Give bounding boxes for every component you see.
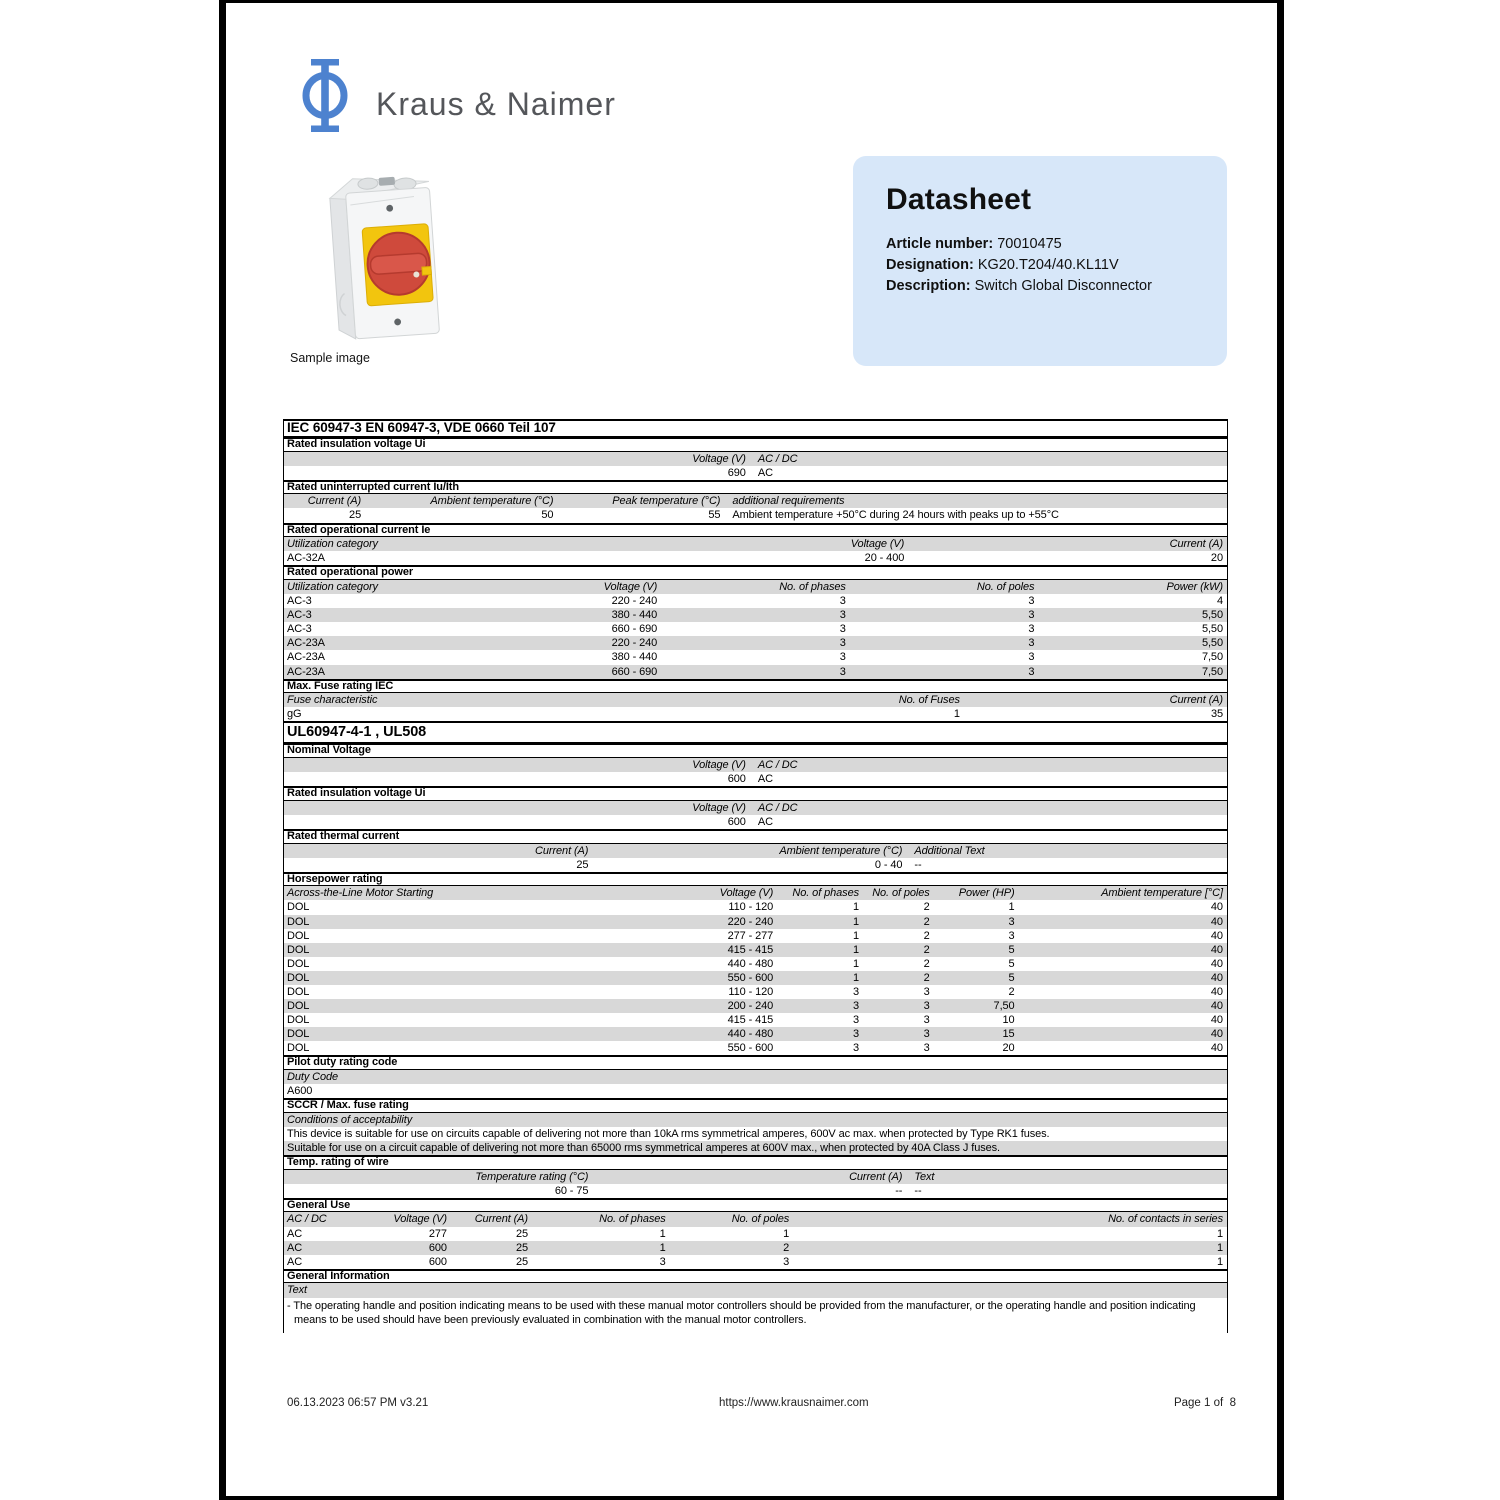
description-field [886,276,1207,297]
table-cell: 40 [1210,943,1223,956]
table-cell: Temperature rating (°C) [475,1170,589,1183]
table-cell: Power (HP) [958,887,1015,900]
table-cell: 60 - 75 [554,1184,589,1197]
table-cell: 20 - 400 [864,552,905,565]
section-header-row: IEC 60947-3 EN 60947-3, VDE 0660 Teil 107 [284,419,1227,437]
table-cell: 380 - 440 [611,651,658,664]
table-cell: 3 [852,1000,859,1013]
table-cell: DOL [287,1028,310,1041]
table-cell: 2 [923,901,930,914]
table-row [284,608,1227,622]
table-cell: 2 [923,971,930,984]
table-cell: 1 [1008,901,1015,914]
table-cell: Power (kW) [1166,580,1223,593]
table-row: Duty Code [284,1070,1227,1084]
table-row: This device is suitable for use on circuits capable of delivering not more than 10kA rms symmetrical amperes, 600V ac max. when protected by Type RK1 fuses. [287,1127,1050,1140]
table-cell: DOL [287,971,310,984]
table-cell: 3 [1028,609,1035,622]
table-cell: 5 [1008,971,1015,984]
table-cell: AC-3 [287,595,312,608]
table-cell: 3 [852,1028,859,1041]
table-cell: 1 [1216,1241,1223,1254]
table-cell: 2 [923,943,930,956]
table-cell: 110 - 120 [728,901,774,914]
table-cell: Utilization category [287,538,378,551]
table-cell: AC [757,815,773,828]
table-cell: 600 [727,815,746,828]
table-cell: 660 - 690 [611,623,658,636]
table-cell: Voltage (V) [692,758,746,771]
table-cell: 20 [1002,1042,1015,1055]
table-cell: 3 [1028,623,1035,636]
table-cell: 1 [852,957,859,970]
table-row [284,1255,1227,1269]
table-cell: 3 [839,637,846,650]
table-cell: 40 [1210,1042,1223,1055]
table-cell: 110 - 120 [728,985,774,998]
table-cell: Current (A) [307,495,362,508]
table-cell: 600 [727,773,746,786]
section-title-row: Rated insulation voltage Ui [284,437,1227,452]
table-row [284,551,1227,565]
table-cell: 25 [349,509,362,522]
section-header-row: UL60947-4-1 , UL508 [284,721,1227,743]
table-cell: 2 [923,957,930,970]
table-cell: AC-32A [287,552,325,565]
table-cell: 40 [1210,1028,1223,1041]
table-cell: 1 [852,915,859,928]
table-row [284,537,1227,551]
table-cell: 220 - 240 [611,595,658,608]
table-cell: Ambient temperature [°C] [1101,887,1223,900]
panel-title: Datasheet [886,183,1032,216]
table-row [284,900,1227,914]
table-cell: 1 [659,1227,666,1240]
table-cell: 1 [783,1227,790,1240]
article-number-value: 70010475 [997,236,1062,252]
table-cell: 40 [1210,1014,1223,1027]
table-cell: 50 [541,509,554,522]
table-cell: 2 [1008,985,1015,998]
table-row [284,772,1227,786]
section-title-row: Horsepower rating [284,872,1227,887]
table-cell: 440 - 480 [727,1028,774,1041]
table-cell: No. of poles [976,580,1035,593]
table-cell: 277 [428,1227,447,1240]
table-cell: AC / DC [287,1213,327,1226]
table-cell: 3 [1028,595,1035,608]
table-cell: 3 [839,609,846,622]
table-cell: 10 [1002,1014,1015,1027]
kraus-naimer-phi-icon [302,59,348,132]
table-cell: 3 [852,1014,859,1027]
table-cell: DOL [287,915,310,928]
table-cell: 5,50 [1201,637,1223,650]
table-cell: 25 [576,858,589,871]
table-row [284,508,1227,522]
table-cell: Ambient temperature (°C) [779,844,903,857]
table-cell: 2 [923,915,930,928]
table-cell: Ambient temperature (°C) [430,495,554,508]
table-cell: DOL [287,985,310,998]
section-title-row: Rated thermal current [284,829,1227,844]
section-title-row: Temp. rating of wire [284,1155,1227,1170]
table-row [284,707,1227,721]
table-cell: 200 - 240 [727,1000,774,1013]
table-cell: 220 - 240 [611,637,658,650]
sample-image-label: Sample image [290,351,370,365]
table-cell: 3 [839,595,846,608]
table-row [284,915,1227,929]
table-cell: DOL [287,1042,310,1055]
table-cell: Ambient temperature +50°C during 24 hours with peaks up to +55°C [732,509,1059,522]
table-cell: 415 - 415 [727,943,774,956]
section-title-row: Rated operational power [284,565,1227,580]
table-cell: -- [914,858,922,871]
section-title-row: Rated operational current Ie [284,523,1227,538]
table-cell: 40 [1210,929,1223,942]
table-cell: Current (A) [1169,694,1223,707]
table-cell: Fuse characteristic [287,694,378,707]
table-cell: 3 [923,1042,930,1055]
table-row: Text [284,1283,1227,1297]
table-cell: No. of phases [792,887,859,900]
table-cell: 5 [1008,943,1015,956]
table-cell: DOL [287,943,310,956]
table-row [284,650,1227,664]
brand-name: Kraus & Naimer [376,86,616,122]
section-title-row: Rated uninterrupted current Iu/Ith [284,480,1227,495]
table-cell: 35 [1210,708,1223,721]
table-cell: AC-3 [287,609,312,622]
table-cell: AC [287,1241,303,1254]
table-cell: Voltage (V) [692,452,746,465]
table-row [284,1027,1227,1041]
table-cell: 3 [1008,929,1015,942]
table-row [284,622,1227,636]
table-row: Suitable for use on a circuit capable of delivering not more than 65000 rms symmetrical amperes at 600V max., when protected by 40A Class J fuses. [284,1141,1227,1155]
table-cell: 1 [1216,1227,1223,1240]
table-cell: 1 [659,1241,666,1254]
table-cell: Voltage (V) [393,1213,447,1226]
table-cell: DOL [287,929,310,942]
table-row [284,929,1227,943]
table-cell: Current (A) [1169,538,1223,551]
table-cell: Voltage (V) [603,580,658,593]
table-cell: additional requirements [732,495,845,508]
description-label: Description: [886,278,971,294]
table-cell: AC / DC [757,801,798,814]
table-cell: 3 [839,651,846,664]
section-title-row: Max. Fuse rating IEC [284,679,1227,694]
table-cell: 20 [1210,552,1223,565]
table-cell: 5 [1008,957,1015,970]
table-cell: Voltage (V) [692,801,746,814]
table-cell: Voltage (V) [850,538,905,551]
table-cell: 40 [1210,915,1223,928]
table-cell: 3 [1028,665,1035,678]
table-cell: 40 [1210,957,1223,970]
table-cell: 3 [852,1042,859,1055]
table-cell: 3 [839,623,846,636]
table-row [284,957,1227,971]
table-cell: AC-23A [287,651,325,664]
table-cell: No. of Fuses [898,694,960,707]
section-title-row: SCCR / Max. fuse rating [284,1098,1227,1113]
table-cell: No. of phases [779,580,846,593]
table-cell: 40 [1210,971,1223,984]
table-cell: No. of phases [599,1213,666,1226]
footer-url: https://www.krausnaimer.com [719,1397,869,1409]
description-value: Switch Global Disconnector [974,278,1152,294]
table-cell: AC / DC [757,758,798,771]
table-cell: 600 [428,1241,447,1254]
table-cell: 2 [783,1241,790,1254]
datasheet-panel [853,156,1227,366]
table-row [284,580,1227,594]
table-cell: 415 - 415 [727,1014,774,1027]
table-cell: 15 [1002,1028,1015,1041]
table-row [284,466,1227,480]
table-row: Conditions of acceptability [284,1113,1227,1127]
table-cell: AC [287,1227,303,1240]
table-cell: 1 [852,943,859,956]
designation-label: Designation: [886,257,974,273]
table-row [284,1227,1227,1241]
table-cell: 0 - 40 [874,858,903,871]
table-row [284,886,1227,900]
table-row [284,858,1227,872]
table-cell: 5,50 [1201,609,1223,622]
table-cell: AC [287,1255,303,1268]
table-cell: 550 - 600 [727,1042,774,1055]
table-cell: gG [287,708,302,721]
table-cell: No. of contacts in series [1108,1213,1223,1226]
table-cell: 3 [923,985,930,998]
section-title-row: General Information [284,1269,1227,1284]
table-cell: DOL [287,957,310,970]
table-cell: Across-the-Line Motor Starting [287,887,434,900]
table-cell: 3 [1028,637,1035,650]
table-cell: 40 [1210,901,1223,914]
table-row [284,985,1227,999]
table-cell: No. of poles [872,887,930,900]
table-cell: 440 - 480 [727,957,774,970]
table-row [284,1212,1227,1226]
table-row [284,844,1227,858]
designation-value: KG20.T204/40.KL11V [977,257,1119,273]
table-cell: 3 [923,1028,930,1041]
table-cell: Additional Text [914,844,985,857]
table-cell: 25 [515,1241,528,1254]
table-row [284,758,1227,772]
table-cell: Voltage (V) [719,887,774,900]
table-row [284,1184,1227,1198]
table-row [284,452,1227,466]
table-cell: 690 [727,466,746,479]
section-title-row: Pilot duty rating code [284,1055,1227,1070]
table-cell: 1 [852,929,859,942]
table-cell: Utilization category [287,580,378,593]
table-row [284,1241,1227,1255]
table-cell: Current (A) [849,1170,903,1183]
table-cell: 40 [1210,1000,1223,1013]
section-title-row: General Use [284,1198,1227,1213]
table-row [284,636,1227,650]
table-cell: 7,50 [1201,665,1223,678]
table-row [284,815,1227,829]
table-cell: AC / DC [757,452,798,465]
table-row [284,1170,1227,1184]
table-cell: 1 [953,708,960,721]
table-cell: 25 [515,1255,528,1268]
table-cell: 3 [923,1000,930,1013]
table-row [284,693,1227,707]
table-cell: AC [757,773,773,786]
table-cell: 550 - 600 [727,971,774,984]
table-cell: 1 [852,971,859,984]
table-row [284,1041,1227,1055]
table-cell: Text [914,1170,935,1183]
table-cell: No. of poles [731,1213,790,1226]
table-cell: AC-23A [287,637,325,650]
table-cell: 3 [1028,651,1035,664]
table-row [284,665,1227,679]
table-row: A600 [287,1085,313,1098]
table-cell: 7,50 [993,1000,1015,1013]
designation-field [886,255,1207,276]
table-cell: 277 - 277 [727,929,774,942]
footer-page-number: Page 1 of 8 [1173,1397,1236,1409]
article-number-field [886,234,1207,255]
table-row [284,1013,1227,1027]
table-cell: 3 [1008,915,1015,928]
table-cell: AC-3 [287,623,312,636]
table-cell: 2 [923,929,930,942]
table-cell: 600 [428,1255,447,1268]
table-row [284,494,1227,508]
table-row [284,594,1227,608]
table-cell: 25 [515,1227,528,1240]
table-row [284,801,1227,815]
table-cell: 3 [783,1255,790,1268]
table-cell: DOL [287,901,310,914]
article-number-label: Article number: [886,236,994,252]
table-cell: 220 - 240 [727,915,774,928]
table-row: - The operating handle and position indicating means to be used with these manual motor controllers should be provided from the manufacturer, or the operating handle and position indicating means to be used should have been previously evaluated in combination with the manual motor controllers. [287,1299,1196,1327]
table-cell: 40 [1210,985,1223,998]
table-cell: 3 [839,665,846,678]
table-cell: 5,50 [1201,623,1223,636]
table-row [284,943,1227,957]
table-cell: 3 [923,1014,930,1027]
table-cell: 1 [852,901,859,914]
table-cell: 3 [659,1255,666,1268]
table-cell: 380 - 440 [611,609,658,622]
section-title-row: Rated insulation voltage Ui [284,786,1227,801]
table-cell: AC [757,466,773,479]
table-cell: 4 [1216,595,1223,608]
table-cell: Current (A) [535,844,589,857]
table-cell: Peak temperature (°C) [612,495,721,508]
table-cell: 1 [1216,1255,1223,1268]
section-title-row: Nominal Voltage [284,743,1227,758]
table-row [284,999,1227,1013]
table-cell: Current (A) [474,1213,528,1226]
table-row [284,971,1227,985]
table-cell: -- [895,1184,903,1197]
product-image [318,161,442,349]
spec-table [283,419,1228,1333]
table-cell: 7,50 [1201,651,1223,664]
footer-date-version: 06.13.2023 06:57 PM v3.21 [287,1397,429,1409]
table-cell: DOL [287,1000,310,1013]
table-cell: DOL [287,1014,310,1027]
table-cell: 660 - 690 [611,665,658,678]
table-cell: 55 [708,509,721,522]
table-cell: -- [914,1184,922,1197]
table-cell: AC-23A [287,665,325,678]
table-cell: 3 [852,985,859,998]
